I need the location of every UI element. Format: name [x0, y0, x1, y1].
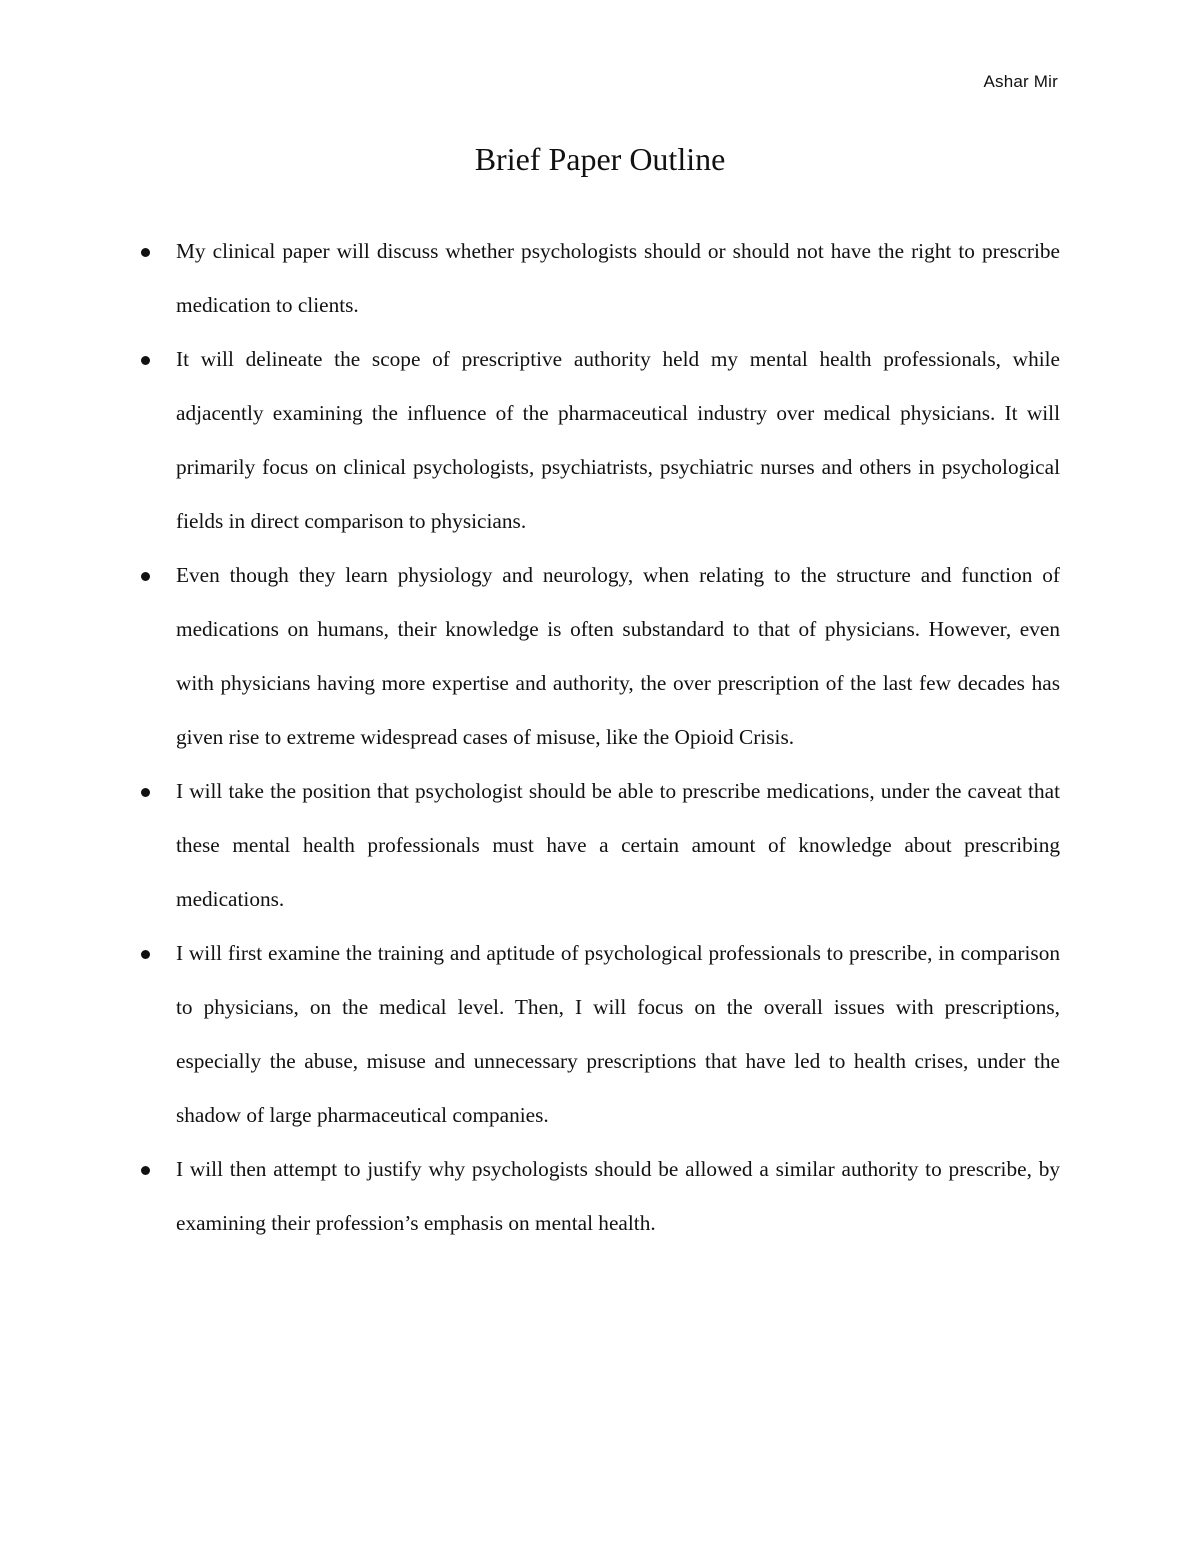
- header-author: Ashar Mir: [983, 72, 1058, 91]
- bullet-dot-icon: [141, 248, 150, 257]
- outline-list: [130, 224, 1060, 1250]
- bullet-dot-icon: [141, 788, 150, 797]
- list-item: [130, 764, 1060, 926]
- bullet-dot-icon: [141, 356, 150, 365]
- list-item: [130, 224, 1060, 332]
- list-item: [130, 1142, 1060, 1250]
- bullet-dot-icon: [141, 1166, 150, 1175]
- list-item-text: Even though they learn physiology and neurology, when relating to the structure and function of medications on humans, their knowledge is often substandard to that of physicians. However, even with physicians having more expertise and authority, the over prescription of the last few decades has given rise to extreme widespread cases of misuse, like the Opioid Crisis.: [176, 563, 1060, 749]
- list-item-text: I will take the position that psychologist should be able to prescribe medications, under the caveat that these mental health professionals must have a certain amount of knowledge about prescribing medications.: [176, 779, 1060, 911]
- page-title: Brief Paper Outline: [474, 141, 726, 177]
- list-item-text: My clinical paper will discuss whether psychologists should or should not have the right to prescribe medication to clients.: [176, 239, 1060, 317]
- bullet-dot-icon: [141, 572, 150, 581]
- bullet-dot-icon: [141, 950, 150, 959]
- list-item: [130, 548, 1060, 764]
- list-item: [130, 332, 1060, 548]
- list-item-text: I will then attempt to justify why psychologists should be allowed a similar authority to prescribe, by examining their profession’s emphasis on mental health.: [176, 1157, 1060, 1235]
- list-item-text: I will first examine the training and aptitude of psychological professionals to prescribe, in comparison to physicians, on the medical level. Then, I will focus on the overall issues with prescriptions, especially the abuse, misuse and unnecessary prescriptions that have led to health crises, under the shadow of large pharmaceutical companies.: [176, 941, 1060, 1127]
- list-item: [130, 926, 1060, 1142]
- list-item-text: It will delineate the scope of prescriptive authority held my mental health professionals, while adjacently examining the influence of the pharmaceutical industry over medical physicians. It will primarily focus on clinical psychologists, psychiatrists, psychiatric nurses and others in psychological fields in direct comparison to physicians.: [176, 347, 1060, 533]
